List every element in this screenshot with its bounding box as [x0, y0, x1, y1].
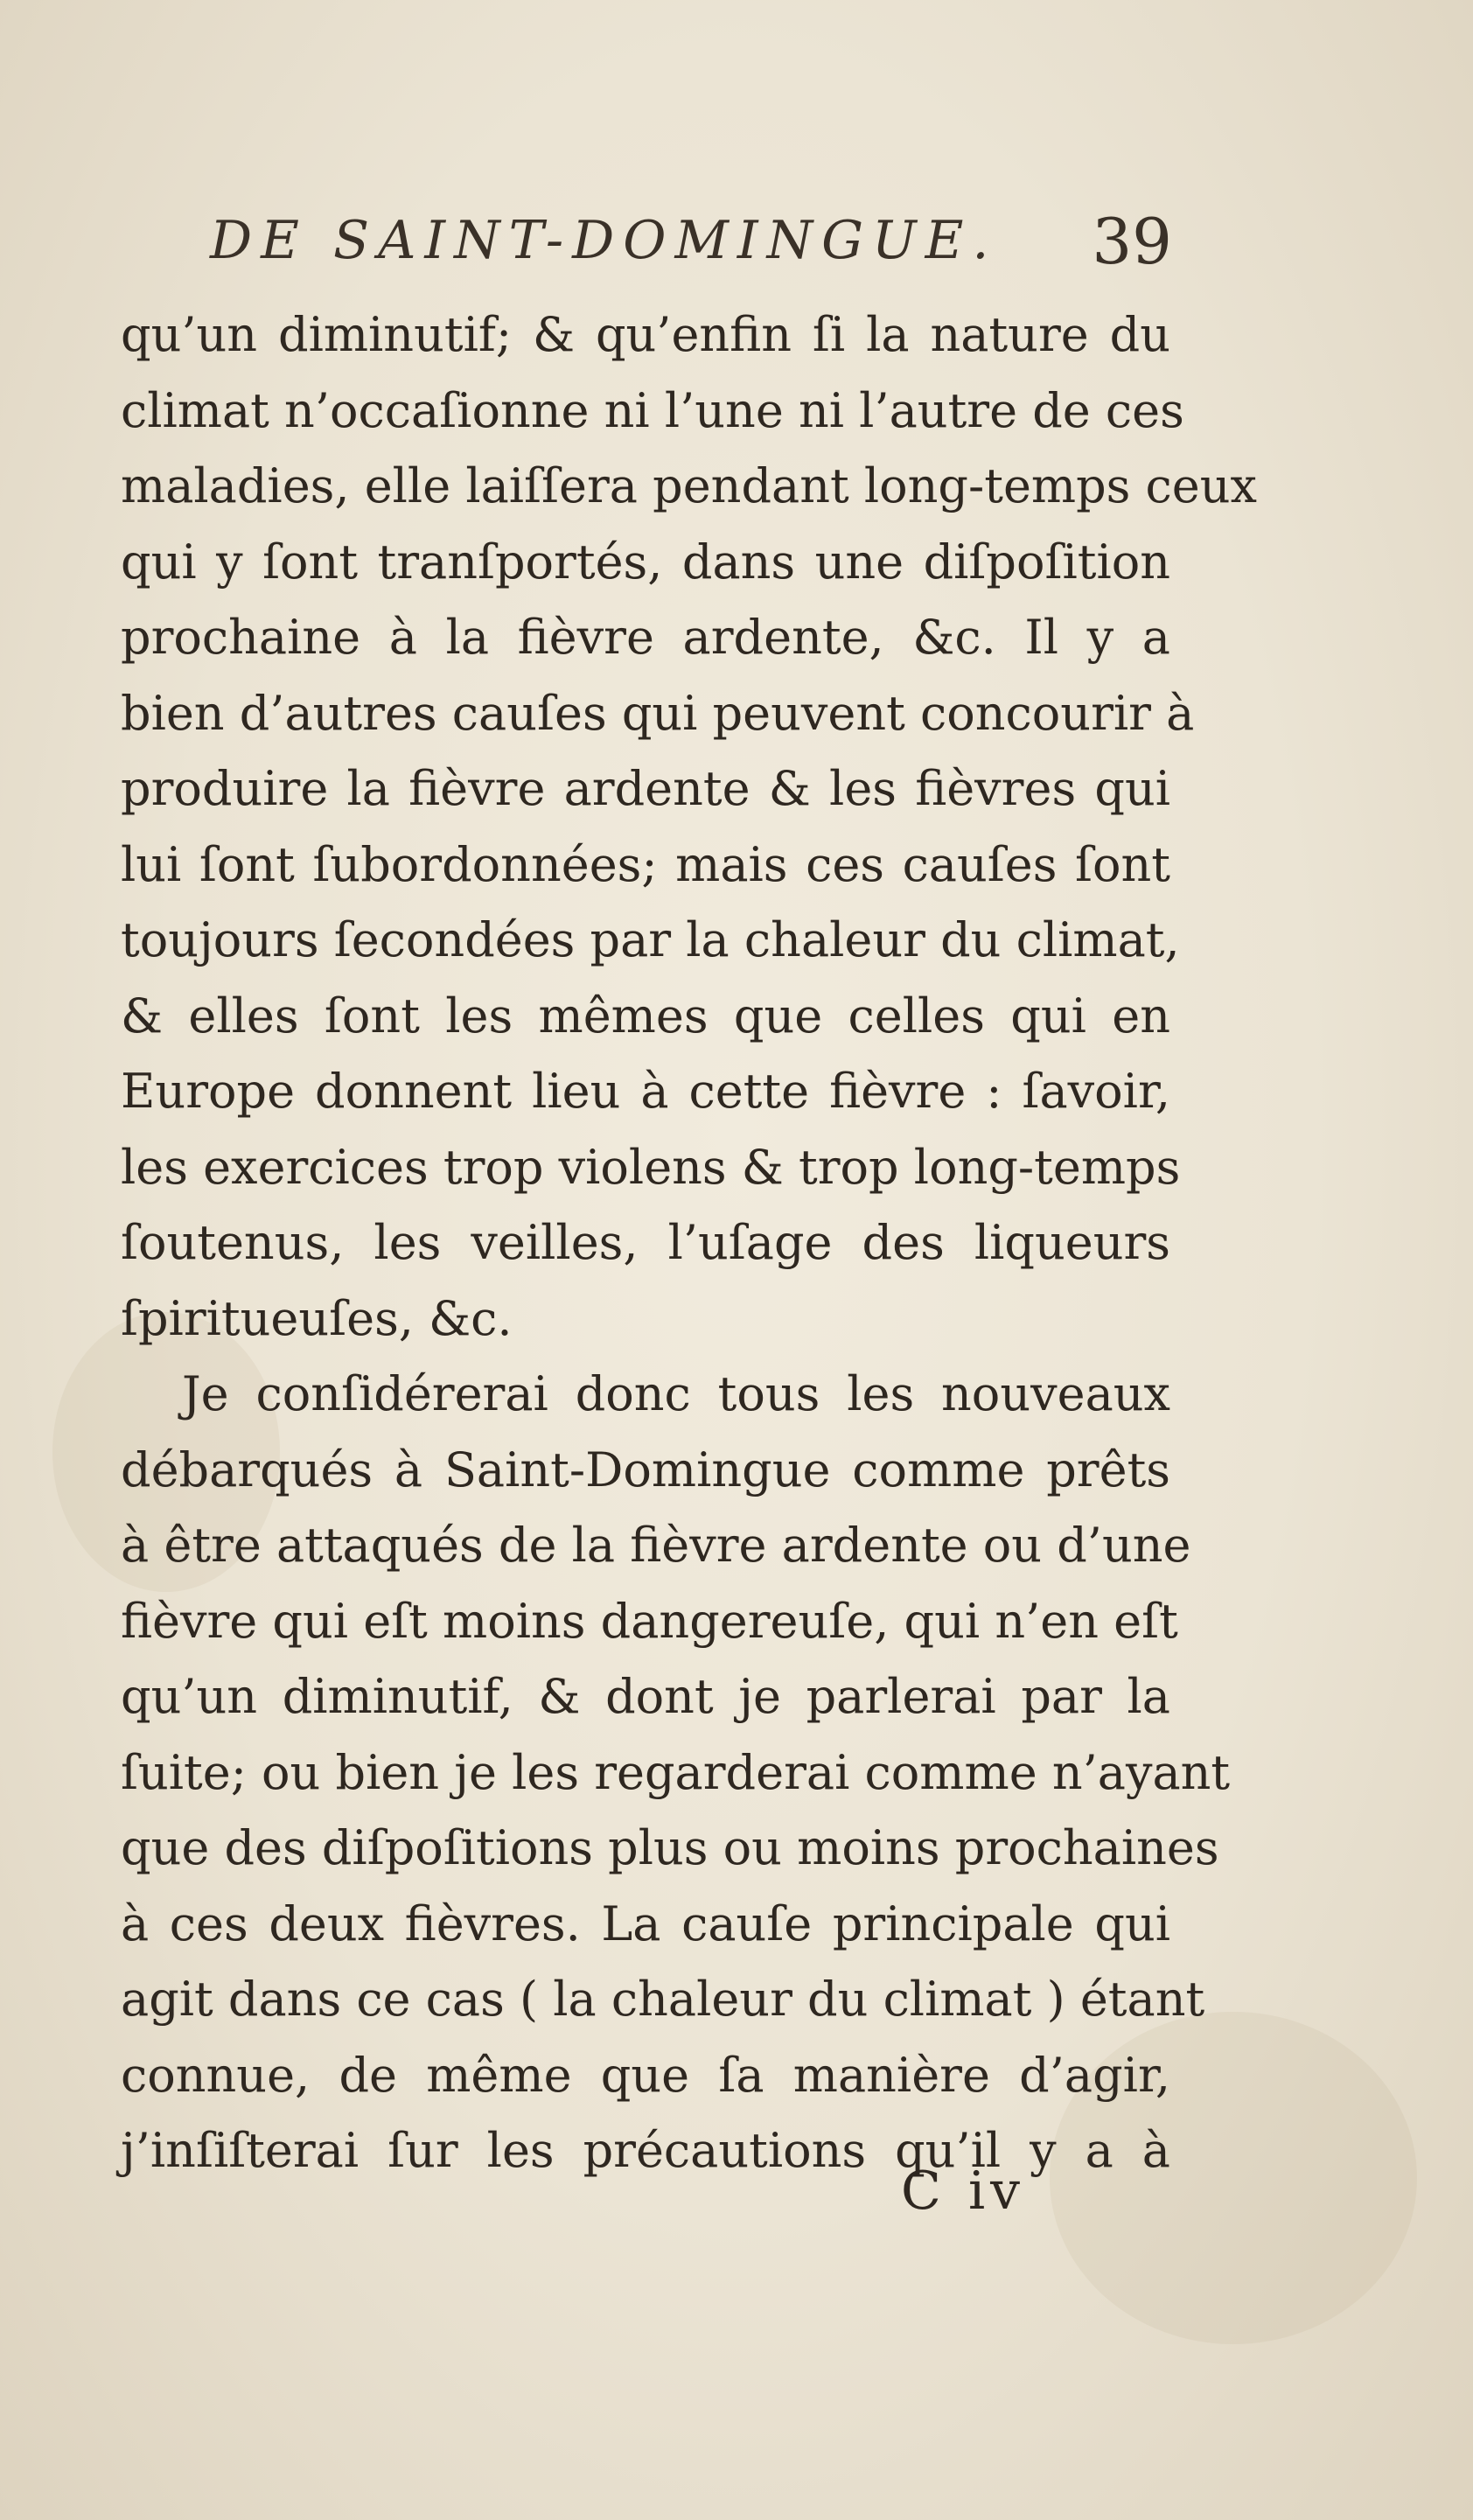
running-title: DE SAINT-DOMINGUE.	[210, 210, 998, 271]
text-line: les exercices trop violens & trop long-temps	[121, 1139, 1181, 1195]
page-number: 39	[1092, 205, 1172, 278]
text-line: ſpiritueuſes, &c.	[121, 1290, 513, 1346]
text-line: j’inſiſterai ſur les précautions qu’il y a à	[121, 2123, 1170, 2178]
text-line: Europe donnent lieu à cette fièvre : ſavoir,	[121, 1064, 1170, 1119]
text-line: à ces deux fièvres. La cauſe principale qui	[121, 1895, 1170, 1951]
text-line: qu’un diminutif; & qu’enfin ſi la nature du	[121, 307, 1170, 362]
text-line: qui y ſont tranſportés, dans une diſpoſition	[121, 534, 1170, 590]
text-line: débarqués à Saint-Domingue comme prêts	[121, 1441, 1170, 1497]
text-line: que des diſpoſitions plus ou moins prochaines	[121, 1820, 1219, 1875]
text-line: prochaine à la fièvre ardente, &c. Il y a	[121, 610, 1170, 665]
text-line: lui ſont ſubordonnées; mais ces cauſes ſont	[121, 836, 1170, 892]
text-line: bien d’autres cauſes qui peuvent concourir à	[121, 685, 1195, 741]
text-line: & elles ſont les mêmes que celles qui en	[121, 988, 1170, 1044]
text-line: climat n’occaſionne ni l’une ni l’autre de ces	[121, 382, 1184, 438]
text-line: ſuite; ou bien je les regarderai comme n’ayant	[121, 1744, 1231, 1800]
text-line: agit dans ce cas ( la chaleur du climat ) étant	[121, 1972, 1205, 2027]
page-header	[210, 201, 1172, 289]
text-line: à être attaqués de la fièvre ardente ou d’une	[121, 1518, 1191, 1573]
paragraph-start-line: Je conſidérerai donc tous les nouveaux	[182, 1366, 1170, 1421]
text-line: maladies, elle laiſſera pendant long-temps ceux	[121, 458, 1257, 513]
text-line: fièvre qui eſt moins dangereuſe, qui n’en eſt	[121, 1593, 1178, 1649]
text-line: ſoutenus, les veilles, l’uſage des liqueurs	[121, 1215, 1170, 1270]
text-line: produire la fièvre ardente & les fièvres qui	[121, 761, 1170, 816]
text-line: toujours ſecondées par la chaleur du climat,	[121, 912, 1180, 967]
signature-mark: C iv	[901, 2160, 1026, 2222]
text-line: qu’un diminutif, & dont je parlerai par la	[121, 1669, 1170, 1724]
body-text	[121, 297, 1257, 2189]
text-line: connue, de même que ſa manière d’agir,	[121, 2047, 1170, 2103]
